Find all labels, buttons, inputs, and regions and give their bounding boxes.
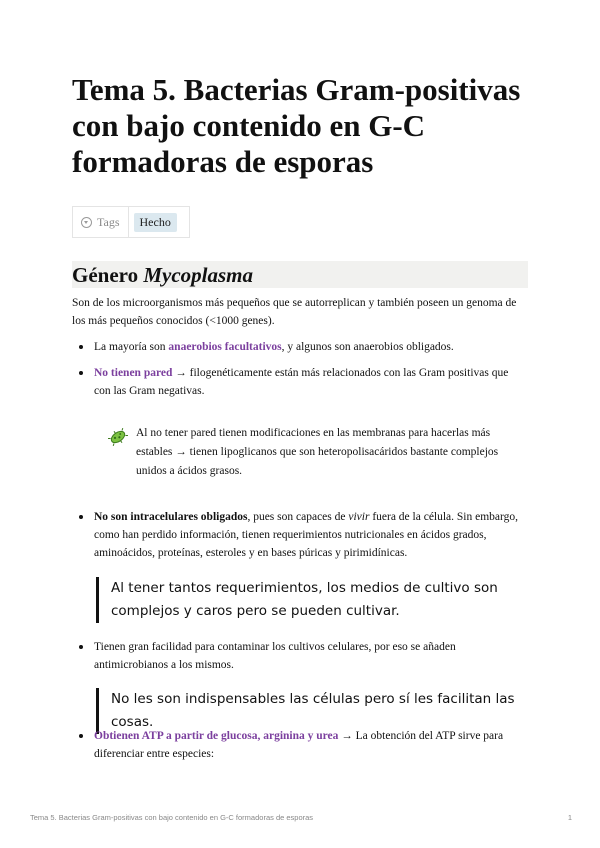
list-item — [94, 727, 526, 763]
list-item-text: → La obtención del ATP sirve para diferenciar entre especies: — [94, 730, 504, 760]
bold-text: No son intracelulares obligados — [94, 511, 248, 523]
list-item — [94, 508, 526, 562]
footer-title: Tema 5. Bacterias Gram-positivas con bajo contenido en G-C formadoras de esporas — [30, 813, 314, 822]
quote-block: No les son indispensables las células pero sí les facilitan las cosas. — [96, 688, 543, 734]
footer-page-number: 1 — [567, 813, 572, 822]
section-heading-prefix: Género — [72, 263, 144, 287]
list-item-text: La mayoría son — [94, 341, 169, 353]
list-item — [94, 364, 526, 400]
highlight-text: No tienen pared — [94, 367, 173, 379]
section-heading-genus: Mycoplasma — [143, 263, 254, 287]
highlight-text: Obtienen ATP a partir de glucosa, arginina y urea — [94, 730, 339, 742]
tags-label-text: Tags — [97, 214, 120, 229]
bullet-dot — [79, 371, 83, 375]
list-item: Tienen gran facilidad para contaminar los cultivos celulares, por eso se añaden antimicrobianos a los mismos. — [94, 641, 456, 671]
intro-paragraph: Son de los microorganismos más pequeños que se autorreplican y también poseen un genoma de los más pequeños conocidos (<1000 genes). — [72, 297, 517, 327]
tag-hecho[interactable]: Hecho — [134, 213, 177, 232]
italic-text: vivir — [348, 511, 370, 523]
bullet-dot — [79, 734, 83, 738]
page-title: Tema 5. Bacterias Gram-positivas con bajo contenido en G-C formadoras de esporas — [72, 72, 521, 179]
section-heading — [72, 261, 528, 288]
callout-text: Al no tener pared tienen modificaciones en las membranas para hacerlas más estables → tienen lipoglicanos que son heteropolisacáridos bastante complejos unidos a ácidos grasos. — [136, 427, 499, 477]
list-item-text: → filogenéticamente están más relacionados con las Gram positivas que con las Gram negativas. — [94, 367, 509, 397]
bullet-dot — [79, 345, 83, 349]
highlight-text: anaerobios facultativos — [168, 341, 282, 353]
list-item-text: , pues son capaces de — [247, 511, 349, 523]
tags-property — [72, 206, 190, 238]
quote-block: Al tener tantos requerimientos, los medios de cultivo son complejos y caros pero se pueden cultivar. — [96, 577, 543, 623]
tags-label — [73, 207, 129, 237]
list-item-text: , y algunos son anaerobios obligados. — [281, 341, 454, 353]
bullet-dot — [79, 515, 83, 519]
dropdown-circle-icon — [81, 217, 92, 228]
list-item — [94, 338, 526, 356]
list-item-text: fuera de la célula. Sin embargo, como han perdido información, tienen requerimientos nutricionales en ácidos grados, aminoácidos, proteínas, esteroles y en bases púricas y pirimidínicas. — [94, 511, 519, 559]
bullet-dot — [79, 645, 83, 649]
microbe-icon — [108, 427, 128, 447]
